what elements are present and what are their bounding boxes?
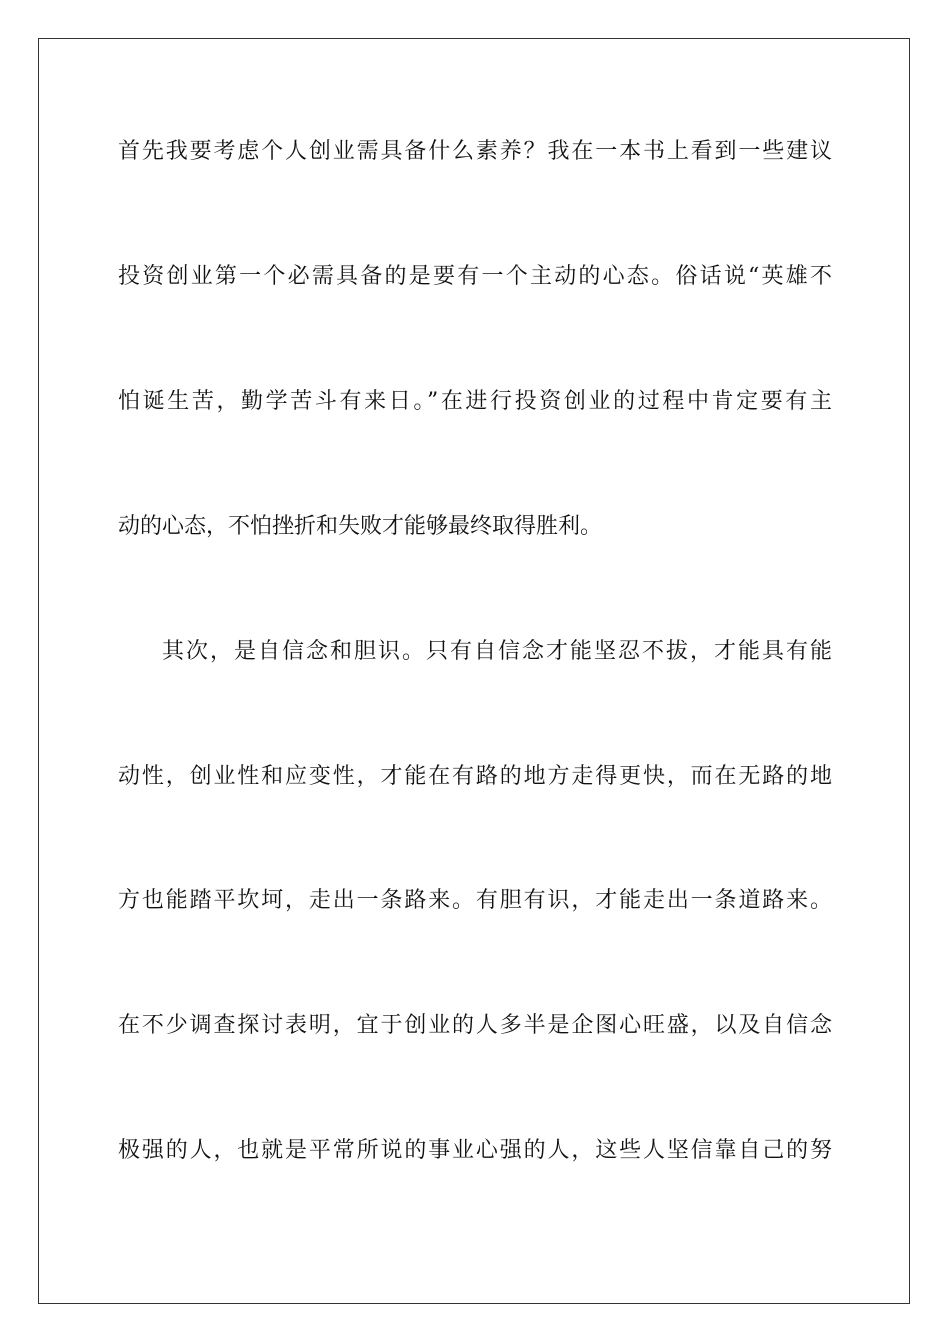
text-line-3: 怕诞生苦，勤学苦斗有来日。”在进行投资创业的过程中肯定要有主 [118, 389, 832, 414]
text-line-1: 首先我要考虑个人创业需具备什么素养？我在一本书上看到一些建议 [118, 139, 832, 164]
text-line-6: 动性，创业性和应变性，才能在有路的地方走得更快，而在无路的地 [118, 764, 832, 789]
text-line-2: 投资创业第一个必需具备的是要有一个主动的心态。俗话说“英雄不 [118, 264, 832, 289]
text-line-4: 动的心态，不怕挫折和失败才能够最终取得胜利。 [118, 514, 603, 539]
text-line-5: 其次，是自信念和胆识。只有自信念才能坚忍不拔，才能具有能 [162, 639, 832, 664]
page-border [38, 38, 910, 1304]
text-line-8: 在不少调查探讨表明，宜于创业的人多半是企图心旺盛，以及自信念 [118, 1013, 832, 1038]
text-line-7: 方也能踏平坎坷，走出一条路来。有胆有识，才能走出一条道路来。 [118, 888, 832, 913]
text-line-9: 极强的人，也就是平常所说的事业心强的人，这些人坚信靠自己的努 [118, 1138, 832, 1163]
